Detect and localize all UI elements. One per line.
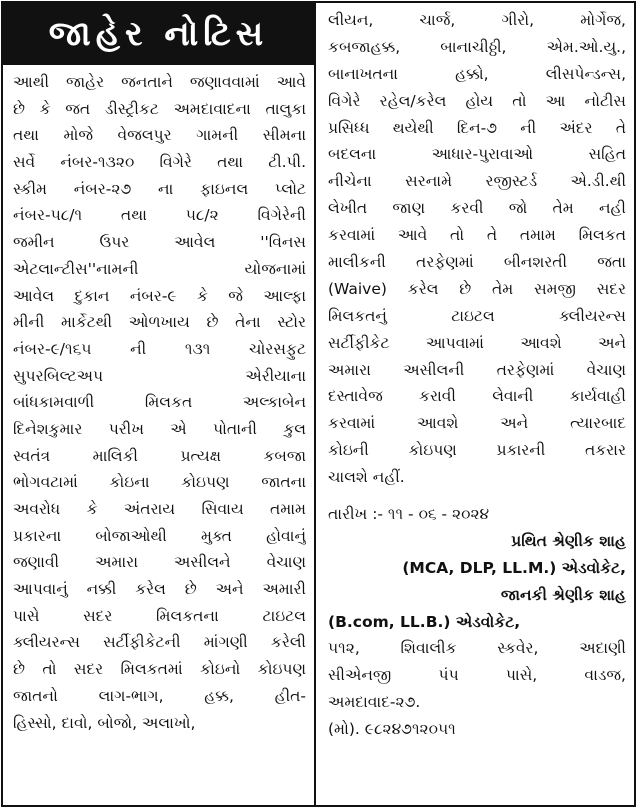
notice-text-line: એટલાન્ટીસ''નામની યોજનામાં — [13, 259, 306, 278]
advocate-signatory-line: (B.com, LL.B.) એડવોકેટ, — [328, 612, 521, 631]
notice-text-line: (Waive) કરેલ છે તેમ સમજી સદર — [328, 279, 626, 298]
notice-text-line: મીની માર્કેટથી ઓળખાય છે તેના સ્ટોર — [13, 313, 306, 332]
notice-text-line: બાંધકામવાળી મિલકત અલ્કાબેન — [13, 393, 306, 412]
notice-left-column — [3, 3, 314, 736]
notice-text-line: આવેલ દુકાન નંબર-૯ કે જે આલ્ફા — [13, 286, 306, 305]
notice-text-line: માલીકની તરફેણમાં બીનશરતી જતા — [328, 253, 626, 272]
notice-text-line: ચાલશે નહીં. — [328, 468, 405, 487]
notice-text-line: સ્વતંત્ર માલિકી પ્રત્યક્ષ કબજા — [13, 446, 306, 465]
signature-block — [328, 528, 626, 636]
notice-text-line: છે કે જત ડીસ્ટ્રીકટ અમદાવાદના તાલુકા — [13, 99, 306, 118]
notice-text-line: ભોગવટામાં કોઇના કોઇપણ જાતના — [13, 473, 306, 492]
notice-text-line: હિસ્સો, દાવો, બોજો, અલાખો, — [13, 713, 196, 732]
notice-text-line: કરવામાં આવશે અને ત્યારબાદ — [328, 414, 626, 433]
notice-text-line: જણાવી અમારા અસીલને વેચાણ — [13, 553, 306, 572]
notice-date: તારીખ :- ૧૧ - ૦૬ - ૨૦૨૪ — [328, 505, 490, 524]
notice-text-line: તથા મોજે વેજલપુર ગામની સીમના — [13, 126, 306, 145]
notice-text-line: અમારા અસીલની તરફેણમાં વેચાણ — [328, 360, 626, 379]
notice-body-left — [3, 65, 314, 736]
notice-text-line: સ્કીમ નંબર-૨૭ ના ફાઇનલ પ્લોટ — [13, 179, 306, 198]
notice-title: જાહેર નોટિસ — [3, 3, 314, 65]
public-notice — [1, 1, 636, 807]
notice-text-line: કોઇની કોઇપણ પ્રકારની તકરાર — [328, 441, 626, 460]
notice-text-line: ક્લીયરન્સ સર્ટીફીકેટની માંગણી કરેલી — [13, 633, 306, 652]
address-line: સીએનજી પંપ પાસે, વાડજ, — [328, 666, 626, 685]
notice-text-line: પ્રકારના બોજાઓથી મુક્ત હોવાનું — [13, 526, 306, 545]
notice-right-column — [316, 3, 634, 743]
notice-text-line: વિગેરે રહેલ/કરેલ હોય તો આ નોટીસ — [328, 91, 626, 110]
notice-text-line: સર્વે નંબર-૧૩૨૦ વિગેરે તથા ટી.પી. — [13, 153, 306, 172]
notice-text-line: જાતનો લાગ-ભાગ, હક્ક, હીત- — [13, 686, 306, 705]
notice-text-line: દસ્તાવેજ કરાવી લેવાની કાર્યવાહી — [328, 387, 626, 406]
notice-text-line: નંબર-૯/૧૬૫ ની ૧૩૧ ચોરસફુટ — [13, 339, 306, 358]
phone-number: (મો). ૯૮૨૪૭૧૨૦૫૧ — [328, 720, 456, 739]
notice-text-line: પ્રસિધ્ધ થયેથી દિન-૭ ની અંદર તે — [328, 118, 626, 137]
notice-text-line: લીયન, ચાર્જ, ગીરો, મોર્ગેજ, — [328, 11, 626, 29]
notice-body-right — [328, 7, 626, 491]
notice-text-line: અવરોધ કે અંતરાય સિવાય તમામ — [13, 500, 306, 518]
notice-text-line: નીચેના સરનામે રજીસ્ટર્ડ એ.ડી.થી — [328, 172, 626, 191]
notice-text-line: સર્ટીફીકેટ આપવામાં આવશે અને — [328, 333, 626, 352]
notice-text-line: કરવામાં આવે તો તે તમામ મિલકત — [328, 226, 626, 245]
advocate-signatory-line: પ્રથિત શ્રેણીક શાહ — [511, 531, 626, 550]
notice-text-line: છે તો સદર મિલકતમાં કોઇનો કોઇપણ — [13, 660, 306, 679]
notice-text-line: બદલના આધાર-પુરાવાઓ સહિત — [328, 145, 626, 164]
notice-text-line: લેખીત જાણ કરવી જો તેમ નહી — [328, 199, 626, 218]
address-line: ૫૧૨, શિવાલીક સ્કવેર, અદાણી — [328, 639, 626, 658]
notice-text-line: મિલકતનું ટાઇટલ ક્લીયરન્સ — [328, 306, 626, 325]
notice-text-line: કબજાહક્ક, બાનાચીઠ્ઠી, એમ.ઓ.યુ., — [328, 37, 626, 56]
notice-text-line: દિનેશકુમાર પરીખ એ પોતાની કુલ — [13, 419, 306, 438]
notice-text-line: બાનાખતના હક્કો, લીસપેન્ડન્સ, — [328, 64, 626, 83]
notice-text-line: આથી જાહેર જનતાને જણાવવામાં આવે — [13, 73, 306, 91]
notice-text-line: નંબર-૫૮/૧ તથા ૫૮/૨ વિગેરેની — [13, 206, 306, 225]
notice-text-line: આપવાનું નક્કી કરેલ છે અને અમારી — [13, 580, 306, 599]
notice-text-line: સુપરબિલ્ટઅપ એરીયાના — [13, 366, 306, 385]
advocate-signatory-line: જાનકી શ્રેણીક શાહ — [500, 585, 626, 604]
address-line: અમદાવાદ-૨૭. — [328, 693, 421, 712]
advocate-signatory-line: (MCA, DLP, LL.M.) એડવોકેટ, — [402, 558, 626, 577]
address-block — [328, 635, 626, 716]
notice-text-line: જમીન ઉપર આવેલ ''વિનસ — [13, 233, 306, 252]
notice-text-line: પાસે સદર મિલકતના ટાઇટલ — [13, 606, 306, 625]
